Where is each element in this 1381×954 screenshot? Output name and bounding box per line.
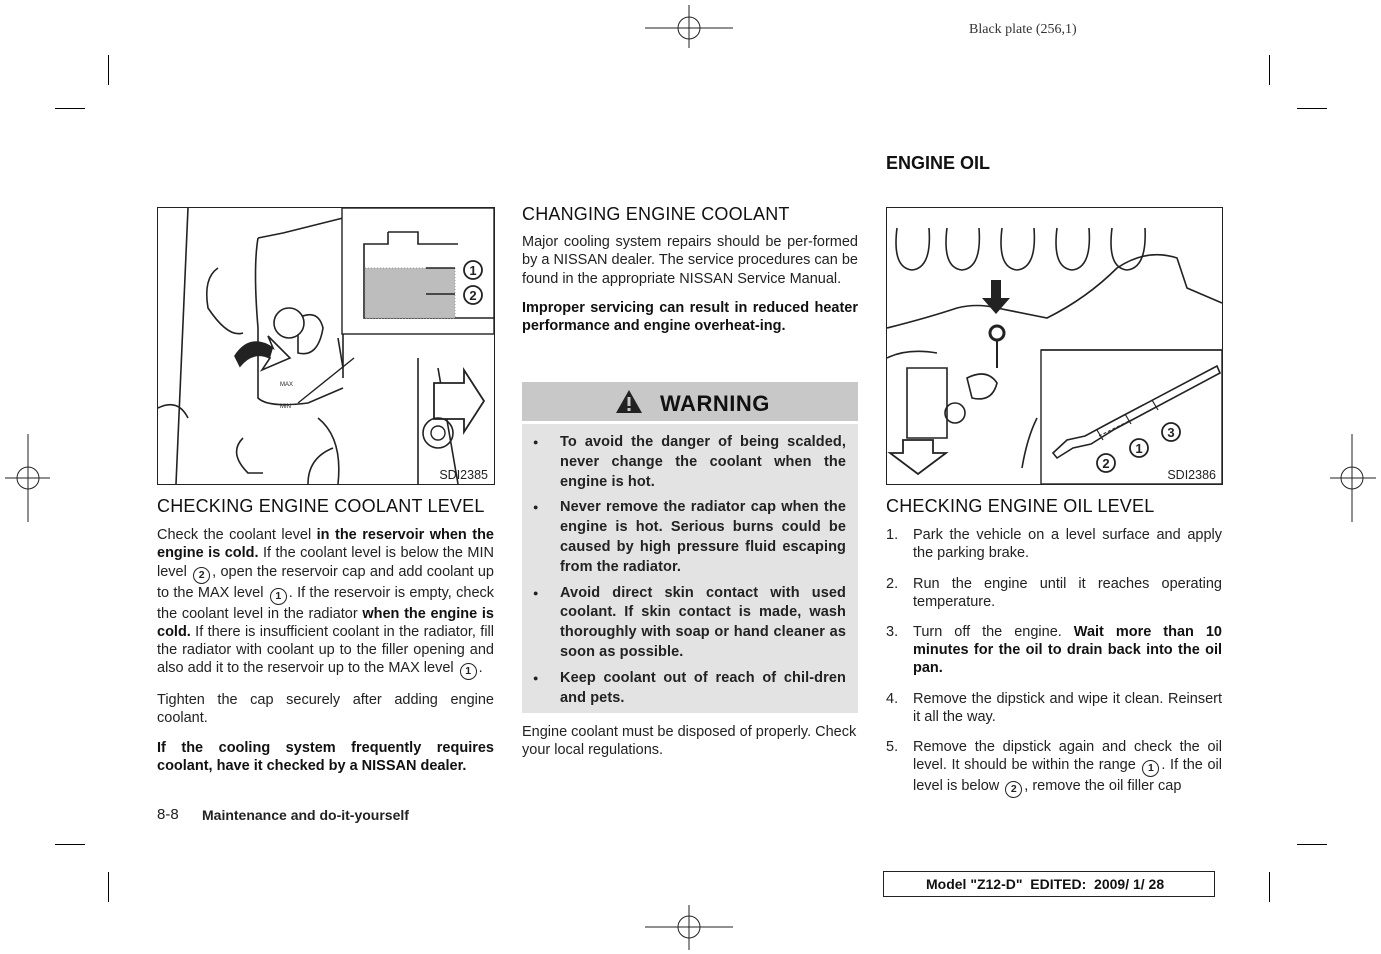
- oil-dipstick-illustration: [887, 208, 1222, 484]
- plate-label: Black plate (256,1): [969, 22, 1077, 37]
- oil-level-heading: CHECKING ENGINE OIL LEVEL: [886, 496, 1155, 516]
- figure-code: SDI2386: [1167, 468, 1216, 482]
- svg-text:3: 3: [1167, 425, 1175, 440]
- gauge-max-label: MAX: [280, 382, 294, 388]
- callout-1-icon: 1: [1142, 760, 1159, 777]
- engine-oil-heading: ENGINE OIL: [886, 153, 991, 173]
- disposal-paragraph: Engine coolant must be disposed of properly. Check your local regulations.: [522, 724, 857, 759]
- disposal-note-block: [522, 723, 858, 770]
- warning-item: ● Keep coolant out of reach of chil-dren and pets.: [560, 669, 846, 709]
- warning-item: ● Never remove the radiator cap when the engine is hot. Serious burns could be caused by high pressure fluid escaping from the radiator.: [560, 498, 846, 577]
- step-item: 4. Remove the dipstick and wipe it clean. Reinsert it all the way.: [886, 690, 1222, 725]
- svg-text:1: 1: [1135, 441, 1143, 456]
- changing-coolant-heading: CHANGING ENGINE COOLANT: [522, 204, 790, 224]
- coolant-reservoir-figure: [157, 207, 495, 485]
- middle-column: [522, 205, 858, 346]
- step-item: 5. Remove the dipstick again and check the oil level. It should be within the range 1 . If the oil level is below 2 , remove the oil filler cap: [886, 738, 1222, 798]
- oil-check-steps: [886, 526, 1222, 798]
- coolant-level-heading: CHECKING ENGINE COOLANT LEVEL: [157, 496, 485, 516]
- section-title: Maintenance and do-it-yourself: [202, 807, 409, 823]
- step-item: 1. Park the vehicle on a level surface and apply the parking brake.: [886, 527, 1222, 562]
- svg-text:2: 2: [1102, 456, 1110, 471]
- model-edition-box: [883, 871, 1215, 897]
- step-item: 2. Run the engine until it reaches operating temperature.: [886, 575, 1222, 610]
- service-repairs-paragraph: Major cooling system repairs should be per-formed by a NISSAN dealer. The service procedures can be found in the appropriate NISSAN Service Manual.: [522, 234, 858, 287]
- callout-2-icon: [464, 286, 482, 304]
- warning-icon: [615, 389, 643, 414]
- callout-2-icon: [1097, 454, 1115, 472]
- page-number: 8-8: [157, 806, 179, 823]
- warning-box: [522, 424, 858, 713]
- figure-code: SDI2385: [439, 468, 488, 482]
- svg-text:2: 2: [469, 288, 477, 303]
- callout-1-icon: 1: [460, 663, 477, 680]
- warning-item: ● To avoid the danger of being scalded, never change the coolant when the engine is hot.: [560, 433, 846, 492]
- callout-2-icon: 2: [1005, 781, 1022, 798]
- callout-3-icon: [1162, 423, 1180, 441]
- tighten-cap-paragraph: Tighten the cap securely after adding engine coolant.: [157, 692, 494, 727]
- callout-1-icon: [464, 261, 482, 279]
- callout-1-icon: 1: [270, 588, 287, 605]
- model-edition-label: Model "Z12-D" EDITED: 2009/ 1/ 28: [926, 876, 1165, 892]
- warning-title: WARNING: [660, 391, 770, 416]
- callout-1-icon: [1130, 439, 1148, 457]
- step-item: 3. Turn off the engine. Wait more than 10 minutes for the oil to drain back into the oil pan.: [886, 624, 1222, 677]
- coolant-reservoir-illustration: [158, 208, 494, 484]
- callout-2-icon: 2: [193, 567, 210, 584]
- oil-dipstick-figure: [886, 207, 1223, 485]
- warning-item: ● Avoid direct skin contact with used coolant. If skin contact is made, wash thoroughly with soap or hand cleaner as soon as possible.: [560, 584, 846, 663]
- warning-header: [522, 382, 858, 421]
- right-column: [886, 497, 1222, 798]
- coolant-level-paragraph: Check the coolant level in the reservoir when the engine is cold. If the coolant level is below the MIN level 2 , open the reservoir cap and add coolant up to the MAX level 1 . If the reservoir is empty, check the coolant level in the radiator when the engine is cold. If there is insufficient coolant in the radiator, fill the radiator with coolant up to the filler opening and also add it to the reservoir up to the MAX level 1 .: [157, 526, 494, 680]
- gauge-min-label: MIN: [280, 404, 291, 410]
- nissan-dealer-note: If the cooling system frequently requires coolant, have it checked by a NISSAN dealer.: [157, 739, 494, 774]
- svg-text:1: 1: [469, 263, 477, 278]
- improper-servicing-note: Improper servicing can result in reduced heater performance and engine overheat-ing.: [522, 299, 858, 335]
- left-column: [157, 497, 494, 775]
